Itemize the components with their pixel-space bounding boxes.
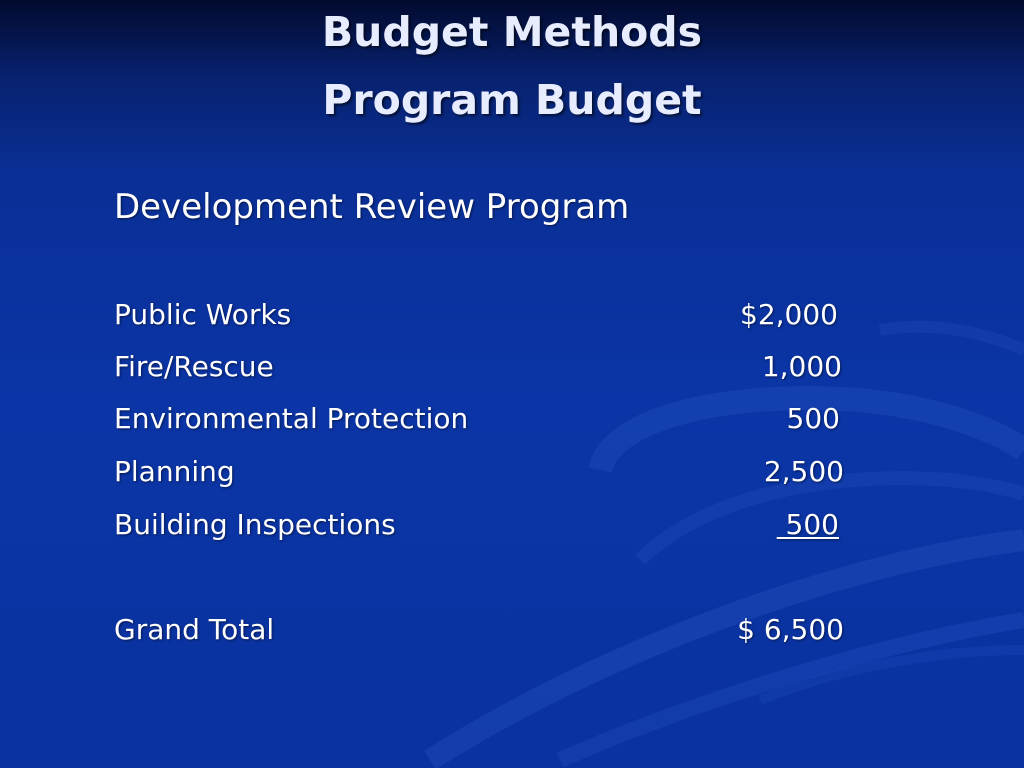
budget-row-fire-rescue	[114, 347, 844, 387]
budget-row-environmental-protection	[114, 399, 844, 439]
budget-row-label: Environmental Protection	[114, 402, 469, 435]
budget-row-label: Building Inspections	[114, 508, 396, 541]
slide-title-line-2: Program Budget	[322, 76, 702, 124]
budget-row-label: Planning	[114, 455, 235, 488]
budget-row-label: Public Works	[114, 298, 292, 331]
budget-row-label: Fire/Rescue	[114, 350, 274, 383]
budget-row-planning	[114, 452, 844, 492]
budget-row-building-inspections	[114, 505, 844, 545]
budget-row-amount: 1,000	[761, 350, 842, 383]
budget-row-amount: $2,000	[740, 298, 838, 331]
slide-title-line-1: Budget Methods	[321, 8, 703, 56]
budget-row-amount: 2,500	[763, 455, 844, 488]
grand-total-label: Grand Total	[114, 613, 275, 646]
budget-grand-total-row	[114, 610, 844, 650]
program-subheading: Development Review Program	[114, 187, 630, 227]
budget-row-amount: 500	[776, 508, 839, 541]
grand-total-amount: $ 6,500	[737, 613, 844, 646]
budget-row-amount: 500	[786, 402, 840, 435]
budget-row-public-works	[114, 295, 844, 335]
